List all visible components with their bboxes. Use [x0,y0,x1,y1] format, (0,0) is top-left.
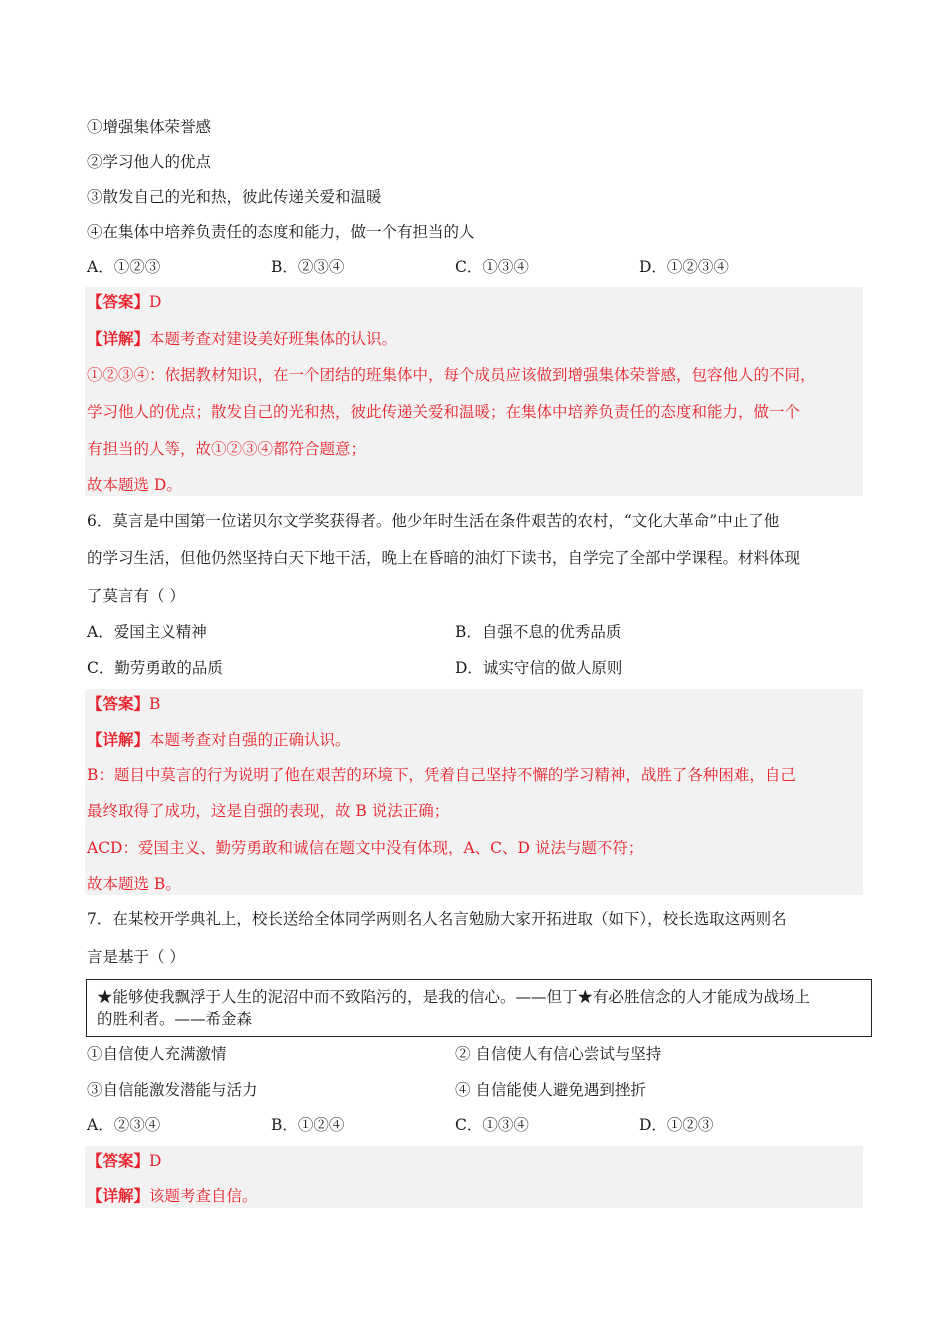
q5-analysis-2: 学习他人的优点；散发自己的光和热，彼此传递关爱和温暖；在集体中培养负责任的态度和能力，做一个 [87,403,801,421]
q7-option-c: C．①③④ [455,1116,529,1134]
q5-option-b: B．②③④ [271,258,345,276]
q6-option-d: D．诚实守信的做人原则 [455,659,623,677]
answer-label: 【答案】 [87,1151,150,1170]
q7-option-b: B．①②④ [271,1116,345,1134]
detail-label: 【详解】 [87,1186,150,1205]
q7-stem-2: 言是基于（ ） [87,948,185,966]
q7-item-2: ② 自信使人有信心尝试与坚持 [455,1045,662,1063]
q6-option-a: A．爱国主义精神 [87,623,207,641]
q5-answer-block [85,287,863,496]
q5-answer [87,291,161,313]
detail-intro: 该题考查自信。 [149,1187,258,1205]
q6-analysis-4: 故本题选 B。 [87,875,181,893]
detail-label: 【详解】 [87,329,150,348]
q7-item-3: ③自信能激发潜能与活力 [87,1081,258,1099]
q7-quote-box [86,979,872,1037]
q5-option-a: A．①②③ [87,258,161,276]
q5-analysis-4: 故本题选 D。 [87,476,182,494]
q5-analysis-3: 有担当的人等，故①②③④都符合题意； [87,440,367,458]
q6-analysis-1: B：题目中莫言的行为说明了他在艰苦的环境下，凭着自己坚持不懈的学习精神，战胜了各种困难，自己 [87,766,796,784]
q6-answer [87,693,160,715]
answer-label: 【答案】 [87,292,150,311]
q6-option-c: C．勤劳勇敢的品质 [87,659,223,677]
q5-analysis-1: ①②③④：依据教材知识，在一个团结的班集体中，每个成员应该做到增强集体荣誉感，包容他人的不同， [87,366,816,384]
q7-quote-line-2: 的胜利者。——希金森 [97,1010,253,1028]
q5-item-1: ①增强集体荣誉感 [87,118,212,136]
q5-item-2: ②学习他人的优点 [87,153,212,171]
answer-value: D [149,1152,162,1170]
q5-item-3: ③散发自己的光和热，彼此传递关爱和温暖 [87,188,382,206]
answer-value: B [149,695,161,713]
q5-option-d: D．①②③④ [639,258,729,276]
answer-label: 【答案】 [87,694,150,713]
q6-detail [87,729,351,751]
q6-stem-3: 了莫言有（ ） [87,587,185,605]
detail-intro: 本题考查对建设美好班集体的认识。 [149,330,398,348]
q7-option-d: D．①②③ [639,1116,714,1134]
answer-value: D [149,293,162,311]
q7-item-1: ①自信使人充满激情 [87,1045,227,1063]
q5-detail [87,328,397,350]
q6-analysis-2: 最终取得了成功，这是自强的表现，故 B 说法正确； [87,802,450,820]
q6-stem-1: 6．莫言是中国第一位诺贝尔文学奖获得者。他少年时生活在条件艰苦的农村，“文化大革命”中止了他 [87,512,780,530]
q6-option-b: B．自强不息的优秀品质 [455,623,622,641]
q7-item-4: ④ 自信能使人避免遇到挫折 [455,1081,646,1099]
q7-quote-line-1: ★能够使我飘浮于人生的泥沼中而不致陷污的，是我的信心。——但丁★有必胜信念的人才能成为战场上 [97,988,811,1006]
detail-intro: 本题考查对自强的正确认识。 [149,731,351,749]
q6-analysis-3: ACD：爱国主义、勤劳勇敢和诚信在题文中没有体现，A、C、D 说法与题不符； [87,839,644,857]
q6-stem-2: 的学习生活，但他仍然坚持白天下地干活，晚上在昏暗的油灯下读书，自学完了全部中学课程。材料体现 [87,549,801,567]
detail-label: 【详解】 [87,730,150,749]
q6-answer-block [85,689,863,895]
q7-option-a: A．②③④ [87,1116,161,1134]
q5-option-c: C．①③④ [455,258,529,276]
q7-stem-1: 7．在某校开学典礼上，校长送给全体同学两则名人名言勉励大家开拓进取（如下），校长选取这两则名 [87,910,787,928]
q7-detail [87,1185,258,1207]
q7-answer [87,1150,161,1172]
q5-item-4: ④在集体中培养负责任的态度和能力，做一个有担当的人 [87,223,475,241]
